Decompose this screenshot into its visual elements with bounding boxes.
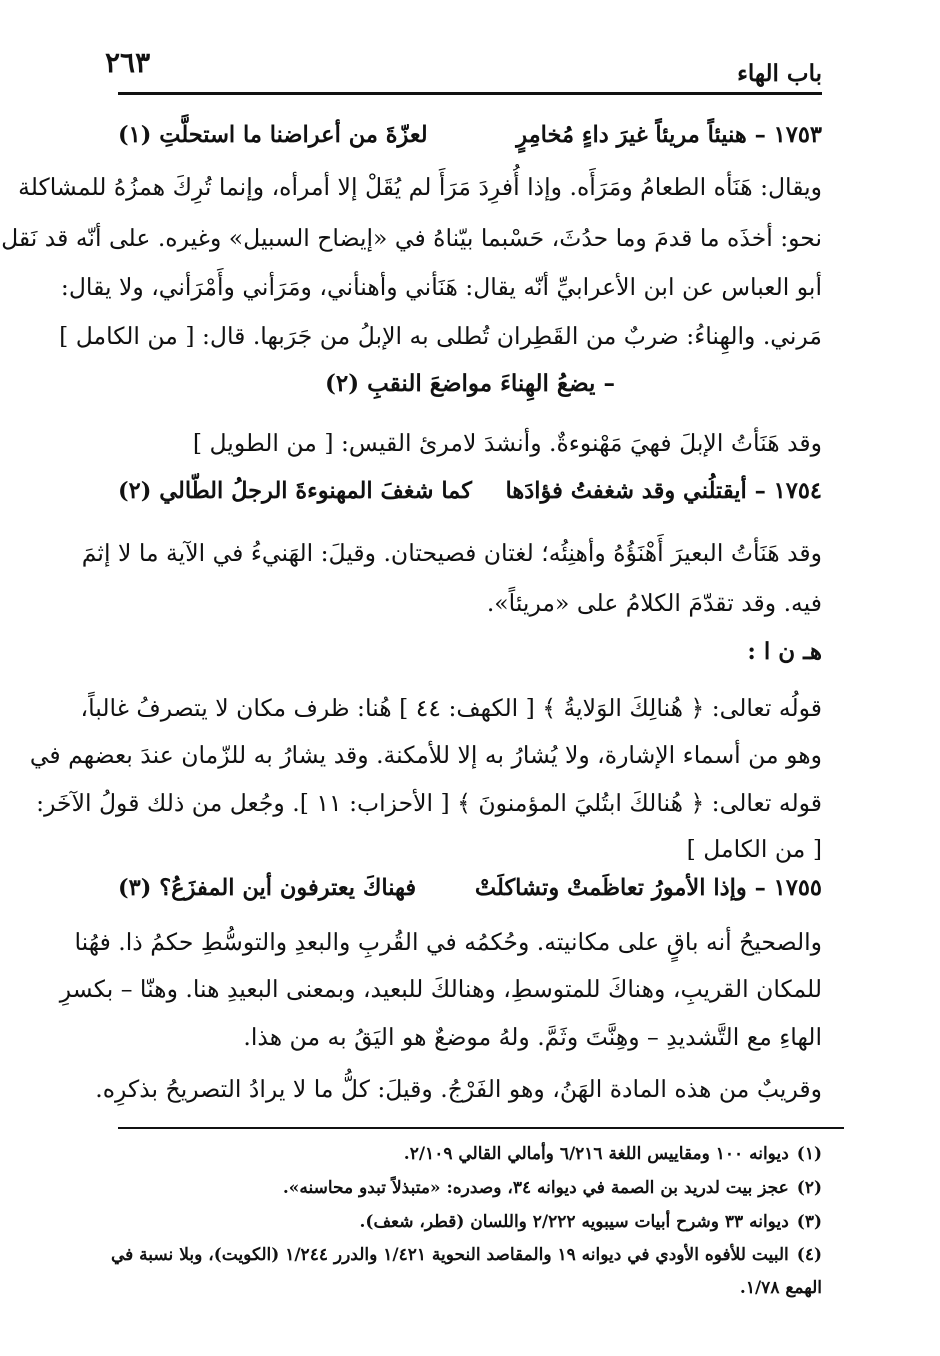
footnote-text: ديوانه ١٠٠ ومقاييس اللغة ٦/٢١٦ وأمالي القالي ٢/١٠٩.	[403, 1144, 789, 1164]
text-line: وقد هَنَأتُ الإبلَ فهيَ مَهْنوءةٌ. وأنشدَ لامرئ القيس: [ من الطويل ]	[192, 429, 822, 457]
verse-first-hemistich	[475, 875, 822, 901]
footnote	[118, 1143, 822, 1165]
footnote-number: (٢)	[796, 1178, 822, 1198]
text-line: مَرني. والهِناءُ: ضربٌ من القَطِران تُطلى به الإبلُ من جَرَبها. قال: [ من الكامل ]	[59, 322, 822, 350]
text-line: قوله تعالى: ﴿ هُنالكَ ابتُليَ المؤمنونَ ﴾ [ الأحزاب: ١١ ]. وجُعل من ذلك قولُ الآخَر:	[36, 789, 822, 817]
footnote-text: ديوانه ٣٣ وشرح أبيات سيبويه ٢/٢٢٢ واللسان (قطر، شعف).	[359, 1212, 789, 1232]
verse-first-hemistich	[506, 478, 822, 504]
text-line: [ من الكامل ]	[686, 835, 822, 863]
footnote-rule	[118, 1127, 844, 1129]
verse-number: ١٧٥٥ –	[754, 875, 822, 901]
text-line: الهاءِ مع التَّشديدِ – وهِنَّتَ وثَمَّ. ولهُ موضعٌ هو اليَقُ به من هذا.	[243, 1023, 822, 1051]
page-number: ٢٦٣	[105, 46, 151, 79]
text-line: وقد هَنَأتُ البعيرَ أَهْنَؤُهُ وأهنِئُه؛ لغتان فصيحتان. وقيلَ: الهَنيءُ في الآية ما لا إثمَ	[81, 539, 822, 567]
verse-1753	[118, 122, 822, 156]
verse-1754	[118, 478, 822, 512]
text-line: وهو من أسماء الإشارة، ولا يُشارُ به إلا للأمكنة. وقد يشارُ به للزّمان عندَ بعضهم في	[29, 741, 822, 769]
text-line: وقريبٌ من هذه المادة الهَنُ، وهو الفَرْجُ. وقيلَ: كلُّ ما لا يرادُ التصريحُ بذكرِه.	[95, 1075, 822, 1103]
footnote-text: عجز بيت لدريد بن الصمة في ديوانه ٣٤، وصدره: «متبذلاً تبدو محاسنه».	[282, 1178, 789, 1198]
footnote-text: الهمع ١/٧٨.	[739, 1278, 822, 1298]
quoted-verse: – يضعُ الهِناءَ مواضعَ النقبِ (٢)	[325, 370, 615, 397]
root-heading: هـ ن ا :	[747, 638, 822, 665]
footnote-number: (١)	[796, 1144, 822, 1164]
verse-second-hemistich: فهناكَ يعترفون أين المفزَعُ؟ (٣)	[118, 875, 417, 901]
verse-second-hemistich: لعزّةَ من أعراضنا ما استحلَّتِ (١)	[118, 122, 428, 148]
footnote-continuation	[118, 1277, 822, 1299]
hemistich-text: وإذا الأمورُ تعاظَمتْ وتشاكلَتْ	[474, 875, 747, 901]
verse-1755	[118, 875, 822, 909]
verse-number: ١٧٥٤ –	[754, 478, 822, 504]
text-line: نحو: أخذَه ما قدمَ وما حدُثَ، حَسْبما بيّناهُ في «إيضاح السبيل» وغيره. على أنّه قد نَقل	[1, 224, 822, 252]
text-line: والصحيحُ أنه باقٍ على مكانيته. وحُكمُه في القُربِ والبعدِ والتوسُّطِ حكمُ ذا. فهُنا	[74, 928, 822, 956]
footnote-number: (٣)	[796, 1212, 822, 1232]
page-header	[105, 36, 822, 86]
chapter-title: باب الهاء	[737, 60, 822, 87]
footnote	[118, 1177, 822, 1199]
verse-second-hemistich: كما شغفَ المهنوءةَ الرجلُ الطّالي (٢)	[118, 478, 472, 504]
text-line: فيه. وقد تقدّمَ الكلامُ على «مريئاً».	[486, 589, 822, 617]
hemistich-text: أيقتلُني وقد شغفتُ فؤادَها	[505, 478, 747, 504]
verse-first-hemistich	[516, 122, 822, 148]
hemistich-text: هنيئاً مريئاً غيرَ داءٍ مُخامِرٍ	[516, 122, 747, 148]
verse-number: ١٧٥٣ –	[754, 122, 822, 148]
header-rule	[118, 92, 822, 95]
text-line: ويقال: هَنَأه الطعامُ ومَرَأَه. وإذا أُفرِدَ مَرَأَ لم يُقَلْ إلا أمرأه، وإنما تُرِكَ همزُهُ للمشاكلة	[18, 173, 822, 201]
text-line: للمكان القريبِ، وهناكَ للمتوسطِ، وهنالكَ للبعيد، وبمعنى البعيدِ هنا. وهنّا – بكسرِ	[59, 975, 822, 1003]
footnote	[118, 1211, 822, 1233]
footnote	[110, 1244, 822, 1266]
text-line: أبو العباس عن ابن الأعرابيِّ أنّه يقال: هَنَأني وأهنأني، ومَرَأني وأَمْرَأني، ولا يقال:	[60, 273, 822, 301]
footnote-number: (٤)	[796, 1245, 822, 1265]
footnote-text: البيت للأفوه الأودي في ديوانه ١٩ والمقاصد النحوية ١/٤٢١ والدرر ١/٢٤٤ (الكويت)، وبلا نسبة في	[110, 1245, 789, 1265]
text-line: قولُه تعالى: ﴿ هُنالِكَ الوَلايةُ ﴾ [ الكهف: ٤٤ ] هُنا: ظرف مكان لا يتصرفُ غالباً،	[80, 694, 822, 722]
